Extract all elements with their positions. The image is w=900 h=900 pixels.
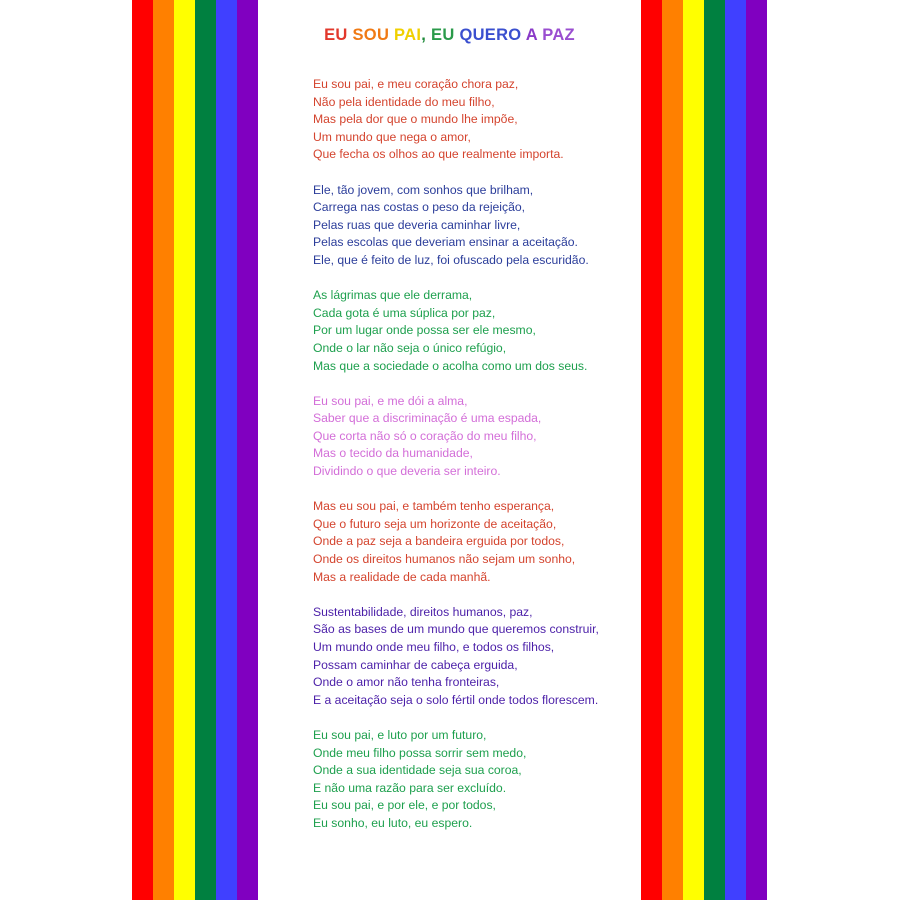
- poem-body: [313, 76, 643, 850]
- poem-line: Onde o amor não tenha fronteiras,: [313, 675, 500, 690]
- poem-stanza: [313, 182, 643, 270]
- poem-stanza: [313, 727, 643, 833]
- poem-line: Mas a realidade de cada manhã.: [313, 569, 491, 584]
- poem-line: Eu sou pai, e por ele, e por todos,: [313, 798, 496, 813]
- poem-line: Saber que a discriminação é uma espada,: [313, 411, 542, 426]
- poem-line: Onde a sua identidade seja sua coroa,: [313, 763, 522, 778]
- flag-stripe: [153, 0, 174, 900]
- poem-line: Carrega nas costas o peso da rejeição,: [313, 200, 526, 215]
- poem-line: Ele, tão jovem, com sonhos que brilham,: [313, 182, 534, 197]
- poem-line: Dividindo o que deveria ser inteiro.: [313, 464, 501, 479]
- rainbow-flag-left: [132, 0, 258, 900]
- poem-line: Mas o tecido da humanidade,: [313, 446, 473, 461]
- poem-line: Eu sou pai, e luto por um futuro,: [313, 727, 487, 742]
- poem-line: Eu sonho, eu luto, eu espero.: [313, 815, 473, 830]
- poem-line: E a aceitação seja o solo fértil onde todos florescem.: [313, 692, 599, 707]
- poem-line: Um mundo que nega o amor,: [313, 129, 471, 144]
- poem-line: Não pela identidade do meu filho,: [313, 94, 495, 109]
- poem-panel: [258, 0, 641, 900]
- poem-line: Pelas escolas que deveriam ensinar a aceitação.: [313, 235, 578, 250]
- poem-line: Sustentabilidade, direitos humanos, paz,: [313, 604, 533, 619]
- flag-stripe: [195, 0, 216, 900]
- poem-line: Que o futuro seja um horizonte de aceitação,: [313, 516, 557, 531]
- poem-line: Ele, que é feito de luz, foi ofuscado pela escuridão.: [313, 252, 589, 267]
- poem-stanza: [313, 393, 643, 481]
- poem-line: Que corta não só o coração do meu filho,: [313, 428, 537, 443]
- poem-title: [258, 26, 641, 45]
- title-word: PAZ: [542, 26, 575, 44]
- flag-stripe: [725, 0, 746, 900]
- flag-stripe: [237, 0, 258, 900]
- title-word: EU: [431, 26, 455, 44]
- title-word: A: [525, 26, 538, 44]
- poem-line: Cada gota é uma súplica por paz,: [313, 305, 496, 320]
- flag-stripe: [683, 0, 704, 900]
- title-word: EU: [324, 26, 348, 44]
- poem-line: Mas que a sociedade o acolha como um dos seus.: [313, 358, 588, 373]
- poem-line: Mas pela dor que o mundo lhe impõe,: [313, 112, 518, 127]
- poem-line: Um mundo onde meu filho, e todos os filhos,: [313, 640, 555, 654]
- poem-stanza: [313, 604, 643, 710]
- poem-line: Onde meu filho possa sorrir sem medo,: [313, 745, 527, 760]
- flag-stripe: [704, 0, 725, 900]
- title-word: QUERO: [459, 26, 522, 44]
- poem-line: E não uma razão para ser excluído.: [313, 780, 507, 795]
- flag-stripe: [641, 0, 662, 900]
- poem-stanza: [313, 76, 643, 164]
- poem-line: Onde o lar não seja o único refúgio,: [313, 340, 507, 355]
- poem-line: Possam caminhar de cabeça erguida,: [313, 657, 518, 672]
- poem-line: Eu sou pai, e me dói a alma,: [313, 393, 468, 408]
- rainbow-flag-right: [641, 0, 767, 900]
- poem-line: Mas eu sou pai, e também tenho esperança,: [313, 499, 555, 514]
- poem-line: Eu sou pai, e meu coração chora paz,: [313, 77, 519, 91]
- title-word: PAI: [394, 26, 422, 44]
- poem-line: São as bases de um mundo que queremos construir,: [313, 622, 599, 637]
- flag-stripe: [746, 0, 767, 900]
- poem-line: Por um lugar onde possa ser ele mesmo,: [313, 323, 536, 338]
- poem-stanza: [313, 498, 643, 586]
- flag-stripe: [174, 0, 195, 900]
- poem-line: Pelas ruas que deveria caminhar livre,: [313, 217, 521, 232]
- flag-stripe: [662, 0, 683, 900]
- title-word: ,: [421, 26, 427, 44]
- flag-stripe: [216, 0, 237, 900]
- poem-stanza: [313, 287, 643, 375]
- poem-line: Onde a paz seja a bandeira erguida por todos,: [313, 534, 565, 549]
- poem-line: Onde os direitos humanos não sejam um sonho,: [313, 552, 576, 567]
- poem-line: Que fecha os olhos ao que realmente importa.: [313, 147, 564, 162]
- poem-line: As lágrimas que ele derrama,: [313, 288, 473, 303]
- flag-stripe: [132, 0, 153, 900]
- title-word: SOU: [352, 26, 390, 44]
